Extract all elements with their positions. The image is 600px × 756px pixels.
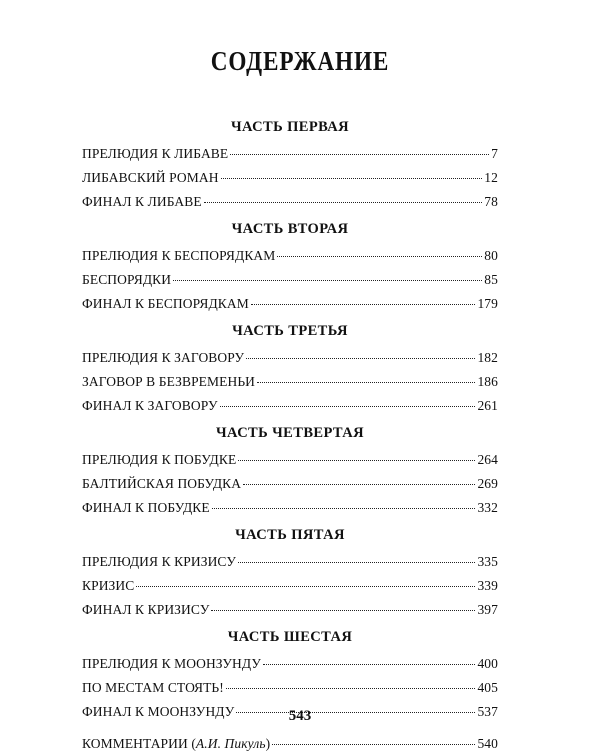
entry-label: ФИНАЛ К БЕСПОРЯДКАМ: [82, 296, 249, 311]
page-title: СОДЕРЖАНИЕ: [210, 46, 390, 76]
dot-leader: [173, 280, 482, 281]
entry-label: ПРЕЛЮДИЯ К ПОБУДКЕ: [82, 452, 237, 467]
part-title: ЧАСТЬ ПЯТАЯ: [235, 527, 345, 543]
toc-entry[interactable]: [82, 448, 498, 472]
entry-label: ПРЕЛЮДИЯ К ЗАГОВОРУ: [82, 350, 245, 365]
entry-label: ФИНАЛ К КРИЗИСУ: [82, 602, 210, 617]
toc-entry[interactable]: [82, 142, 498, 166]
dot-leader: [238, 460, 475, 461]
dot-leader: [136, 586, 475, 587]
entry-page: 540: [477, 736, 498, 751]
toc-entry[interactable]: [82, 190, 498, 214]
dot-leader: [212, 508, 476, 509]
dot-leader: [251, 304, 476, 305]
part-title: ЧАСТЬ ЧЕТВЕРТАЯ: [216, 425, 364, 441]
entry-page: 179: [477, 296, 498, 311]
toc-entry[interactable]: [82, 598, 498, 622]
dot-leader: [272, 744, 475, 745]
entry-label: ПРЕЛЮДИЯ К ЛИБАВЕ: [82, 146, 229, 161]
entry-page: 12: [484, 170, 498, 185]
toc-entry[interactable]: [82, 472, 498, 496]
dot-leader: [246, 358, 475, 359]
dot-leader: [230, 154, 489, 155]
toc-entry[interactable]: [82, 652, 498, 676]
entry-label: ЗАГОВОР В БЕЗВРЕМЕНЬИ: [82, 374, 256, 389]
entry-label: БАЛТИЙСКАЯ ПОБУДКА: [82, 476, 242, 491]
entry-page: 537: [477, 704, 498, 719]
part-title: ЧАСТЬ ВТОРАЯ: [231, 221, 349, 237]
entry-page: 80: [484, 248, 498, 263]
dot-leader: [243, 484, 475, 485]
page-number: 543: [288, 708, 312, 724]
entry-label: ПО МЕСТАМ СТОЯТЬ!: [82, 680, 224, 695]
commentary-label: КОММЕНТАРИИ (: [82, 736, 196, 751]
dot-leader: [257, 382, 475, 383]
table-of-contents: [82, 118, 498, 756]
entry-label: ПРЕЛЮДИЯ К МООНЗУНДУ: [82, 656, 261, 671]
part-title: ЧАСТЬ ПЕРВАЯ: [230, 119, 350, 135]
entry-label: [82, 732, 270, 756]
toc-entry[interactable]: [82, 292, 498, 316]
toc-entry[interactable]: [82, 370, 498, 394]
toc-entry[interactable]: [82, 676, 498, 700]
dot-leader: [204, 202, 483, 203]
entry-label: ФИНАЛ К ЗАГОВОРУ: [82, 398, 218, 413]
entry-label: ФИНАЛ К ЛИБАВЕ: [82, 194, 202, 209]
entry-page: 264: [477, 452, 498, 467]
entry-label: ФИНАЛ К МООНЗУНДУ: [82, 704, 235, 719]
dot-leader: [220, 406, 476, 407]
dot-leader: [263, 664, 475, 665]
entry-page: 7: [491, 146, 498, 161]
entry-page: 186: [477, 374, 498, 389]
entry-page: 182: [477, 350, 498, 365]
entry-page: 332: [477, 500, 498, 515]
toc-entry[interactable]: [82, 394, 498, 418]
entry-page: 335: [477, 554, 498, 569]
dot-leader: [226, 688, 476, 689]
toc-entry[interactable]: [82, 268, 498, 292]
entry-page: 400: [477, 656, 498, 671]
part-title: ЧАСТЬ ШЕСТАЯ: [227, 629, 353, 645]
entry-page: 261: [477, 398, 498, 413]
entry-page: 397: [477, 602, 498, 617]
dot-leader: [277, 256, 482, 257]
entry-page: 405: [477, 680, 498, 695]
toc-entry-commentary[interactable]: [82, 732, 498, 756]
commentary-author: А.И. Пикуль: [195, 736, 266, 751]
entry-label: ПРЕЛЮДИЯ К КРИЗИСУ: [82, 554, 237, 569]
toc-entry[interactable]: [82, 166, 498, 190]
toc-entry[interactable]: [82, 550, 498, 574]
entry-page: 269: [477, 476, 498, 491]
commentary-close: ): [265, 736, 271, 751]
entry-label: ПРЕЛЮДИЯ К БЕСПОРЯДКАМ: [82, 248, 276, 263]
entry-page: 339: [477, 578, 498, 593]
dot-leader: [221, 178, 483, 179]
entry-label: ФИНАЛ К ПОБУДКЕ: [82, 500, 210, 515]
entry-page: 78: [484, 194, 498, 209]
entry-label: ЛИБАВСКИЙ РОМАН: [82, 170, 219, 185]
entry-page: 85: [484, 272, 498, 287]
toc-entry[interactable]: [82, 496, 498, 520]
dot-leader: [238, 562, 475, 563]
toc-entry[interactable]: [82, 346, 498, 370]
toc-entry[interactable]: [82, 244, 498, 268]
entry-label: КРИЗИС: [82, 578, 135, 593]
toc-entry[interactable]: [82, 574, 498, 598]
part-title: ЧАСТЬ ТРЕТЬЯ: [232, 323, 348, 339]
entry-label: БЕСПОРЯДКИ: [82, 272, 172, 287]
dot-leader: [211, 610, 475, 611]
